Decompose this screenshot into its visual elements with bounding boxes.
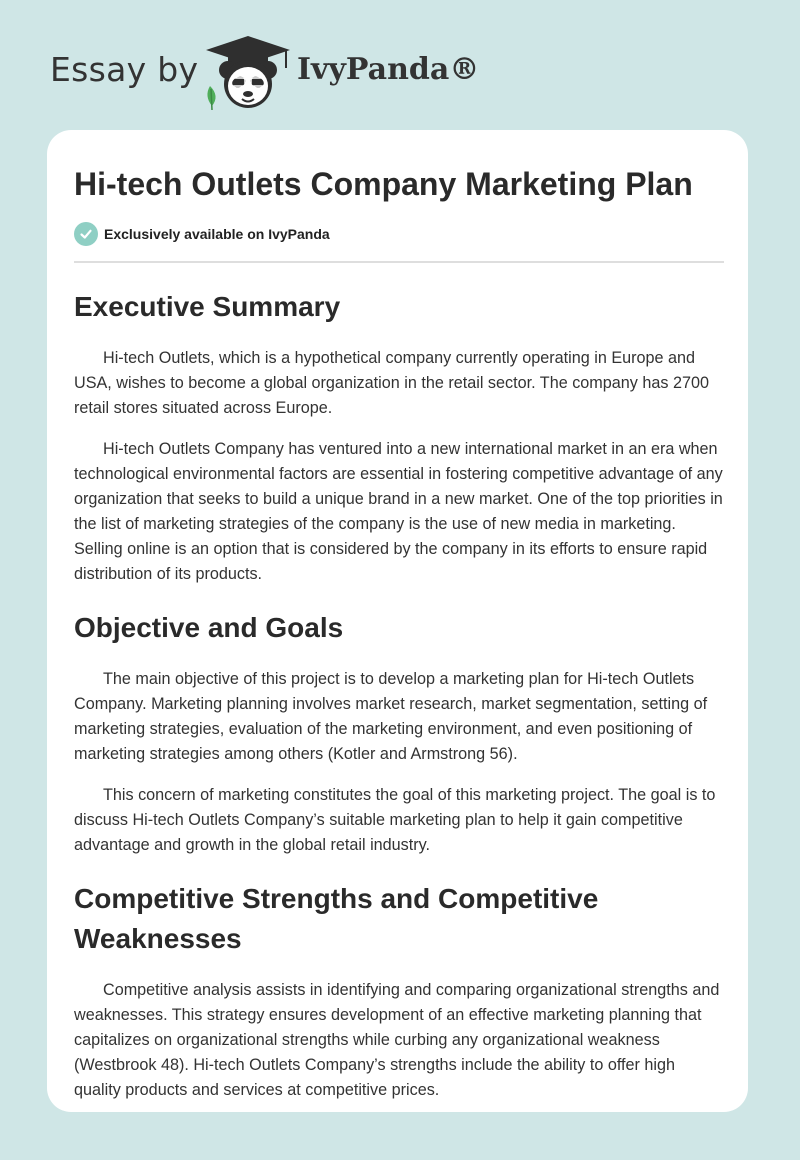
paragraph: Hi-tech Outlets, which is a hypothetical company currently operating in Europe and USA, wishes to become a global organization in the retail sector. The company has 2700 retail stores situated across Europe. (74, 349, 709, 417)
checkmark-icon (74, 222, 98, 246)
paragraph: Hi-tech Outlets Company has ventured into a new international market in an era when technological environmental factors are essential in fostering competitive advantage of any organization that seeks to build a unique brand in a new market. One of the top priorities in the list of marketing strategies of the company is the use of new media in marketing. Selling online is an option that is considered by the company in its efforts to ensure rapid distribution of its products. (74, 440, 723, 583)
section-heading: Objective and Goals (74, 612, 344, 643)
paragraph: Competitive analysis assists in identifying and comparing organizational strengths and weaknesses. This strategy ensures development of an effective marketing planning that capitalizes on organizational strengths while curbing any organizational weakness (Westbrook 48). Hi-tech Outlets Company’s strengths include the ability to offer high quality products and services at competitive prices. (74, 981, 720, 1099)
paragraph: The main objective of this project is to develop a marketing plan for Hi-tech Outlets Company. Marketing planning involves market research, market segmentation, setting of marketing strategies, evaluation of the marketing environment, and even positioning of marketing strategies among others (Kotler and Armstrong 56). (74, 670, 708, 763)
exclusive-badge (74, 220, 724, 248)
badge-text: Exclusively available on IvyPanda (104, 226, 330, 242)
paragraph: This concern of marketing constitutes the goal of this marketing project. The goal is to discuss Hi-tech Outlets Company’s suitable marketing plan to help it gain competitive advantage and growth in the global retail industry. (74, 786, 716, 854)
essay-card (47, 130, 748, 1112)
site-header (50, 30, 480, 110)
divider (74, 261, 724, 263)
section-heading: Competitive Strengths and Competitive Weaknesses (74, 883, 599, 954)
section-heading: Executive Summary (74, 291, 341, 322)
essay-content (74, 162, 724, 1112)
essay-by-label: Essay by (50, 50, 199, 89)
brand-name[interactable]: IvyPanda® (297, 52, 480, 87)
page-title: Hi-tech Outlets Company Marketing Plan (74, 166, 693, 202)
panda-logo-icon[interactable] (202, 34, 294, 110)
